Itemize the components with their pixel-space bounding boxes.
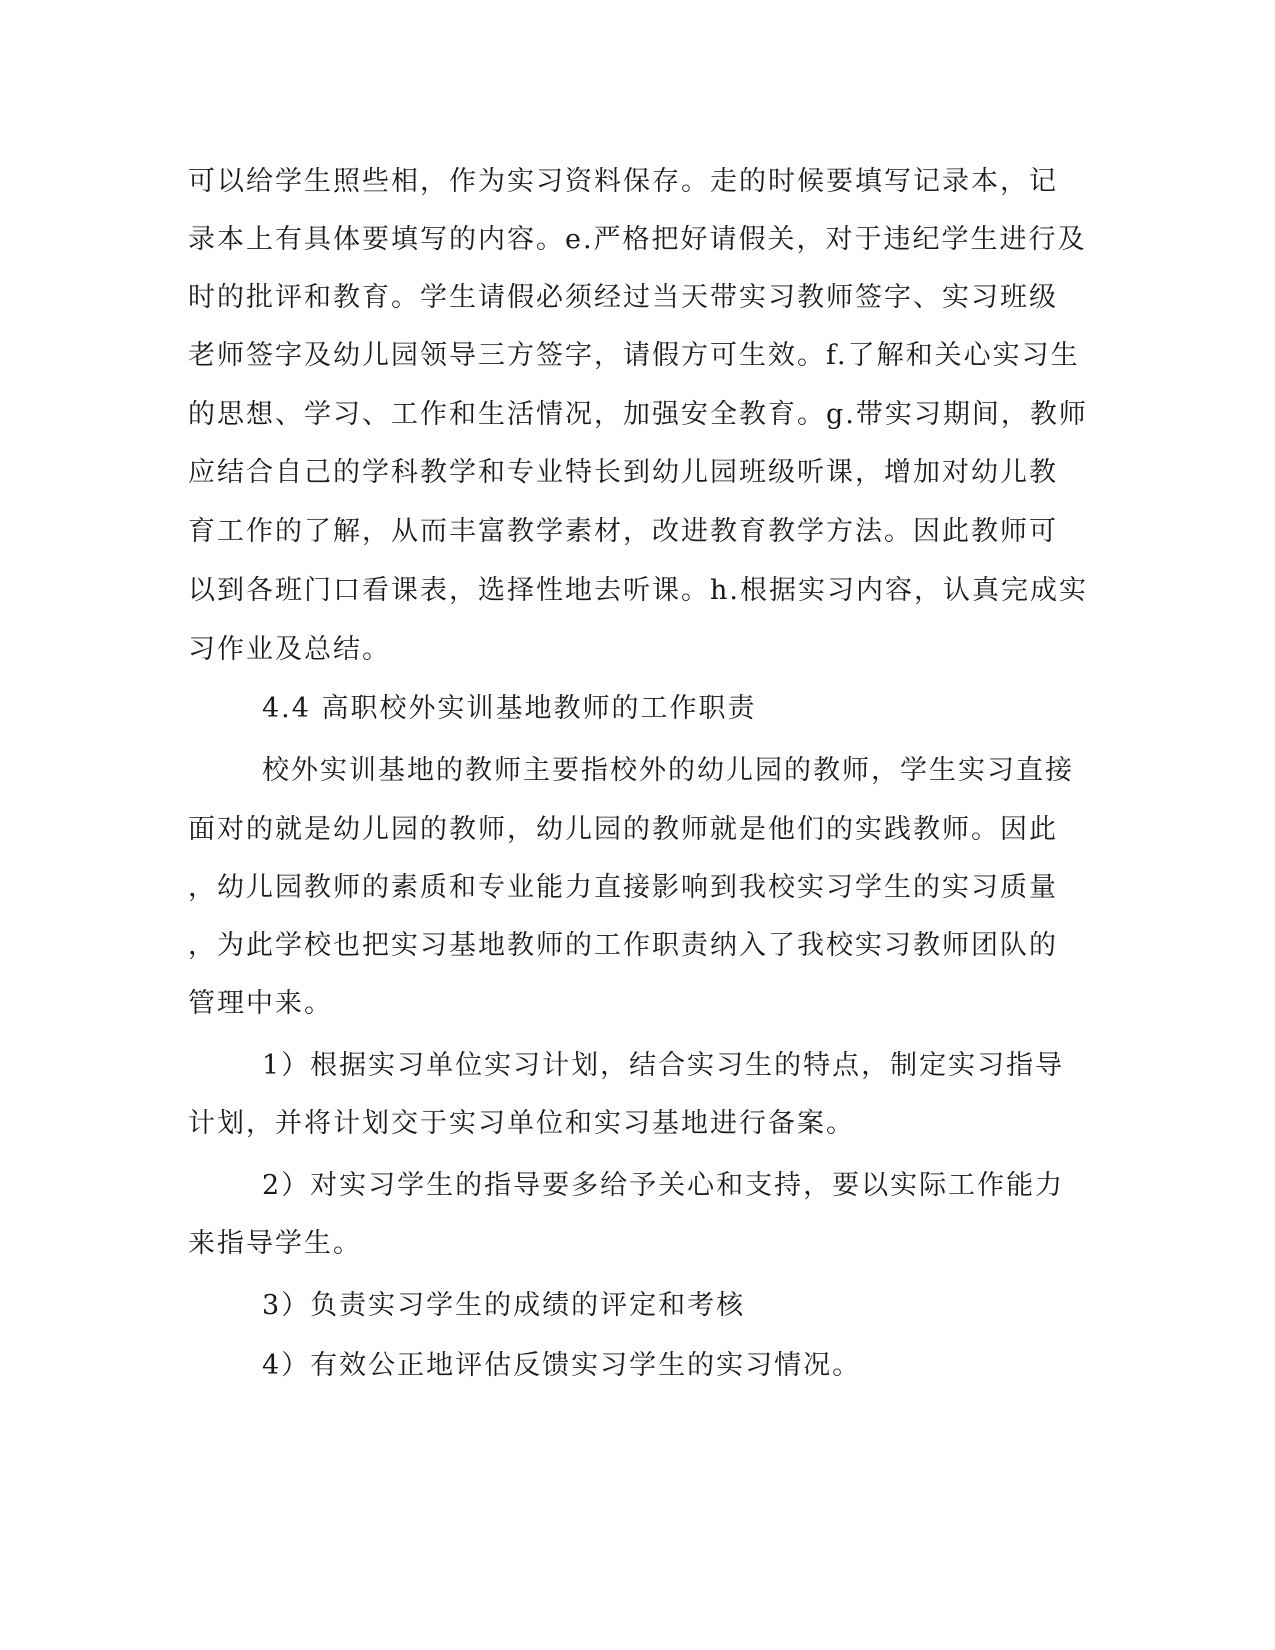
list-item-continuation: 来指导学生。 [188, 1228, 362, 1259]
list-item-continuation: 计划，并将计划交于实习单位和实习基地进行备案。 [188, 1108, 855, 1139]
section-heading: 4.4 高职校外实训基地教师的工作职责 [262, 693, 757, 724]
paragraph-line: 面对的就是幼儿园的教师，幼儿园的教师就是他们的实践教师。因此 [188, 814, 1058, 845]
paragraph-line: 以到各班门口看课表，选择性地去听课。h.根据实习内容，认真完成实 [188, 575, 1088, 606]
paragraph-line: 可以给学生照些相，作为实习资料保存。走的时候要填写记录本，记 [188, 166, 1058, 197]
list-item: 3）负责实习学生的成绩的评定和考核 [262, 1290, 746, 1321]
paragraph-line: 习作业及总结。 [188, 634, 391, 665]
paragraph-line: 时的批评和教育。学生请假必须经过当天带实习教师签字、实习班级 [188, 282, 1058, 313]
paragraph-line: 校外实训基地的教师主要指校外的幼儿园的教师，学生实习直接 [262, 755, 1074, 786]
paragraph-line: ，幼儿园教师的素质和专业能力直接影响到我校实习学生的实习质量 [188, 872, 1058, 903]
list-item: 4）有效公正地评估反馈实习学生的实习情况。 [262, 1350, 862, 1381]
paragraph-line: 育工作的了解，从而丰富教学素材，改进教育教学方法。因此教师可 [188, 516, 1058, 547]
paragraph-line: 应结合自己的学科教学和专业特长到幼儿园班级听课，增加对幼儿教 [188, 457, 1058, 488]
list-item: 1）根据实习单位实习计划，结合实习生的特点，制定实习指导 [262, 1050, 1065, 1081]
paragraph-line: 管理中来。 [188, 988, 333, 1019]
paragraph-line: 的思想、学习、工作和生活情况，加强安全教育。g.带实习期间，教师 [188, 399, 1088, 430]
paragraph-line: 录本上有具体要填写的内容。e.严格把好请假关，对于违纪学生进行及 [188, 224, 1087, 255]
paragraph-line: 老师签字及幼儿园领导三方签字，请假方可生效。f.了解和关心实习生 [188, 340, 1080, 371]
paragraph-line: ，为此学校也把实习基地教师的工作职责纳入了我校实习教师团队的 [188, 930, 1058, 961]
list-item: 2）对实习学生的指导要多给予关心和支持，要以实际工作能力 [262, 1170, 1065, 1201]
